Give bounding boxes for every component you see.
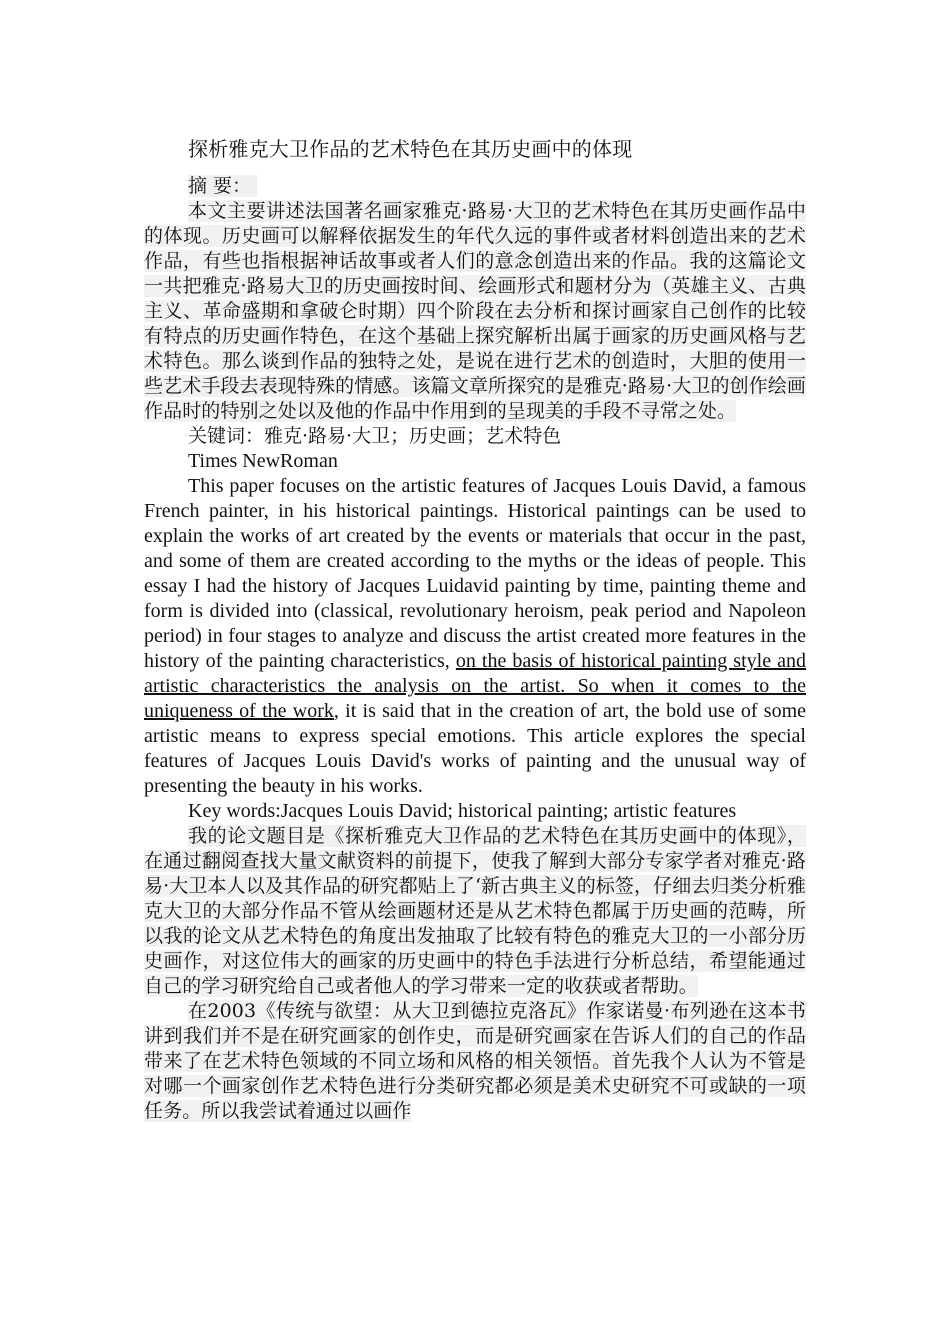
- keywords-en: Key words:Jacques Louis David; historical painting; artistic features: [188, 800, 737, 822]
- abstract-cn: [144, 199, 806, 424]
- abstract-en: [144, 474, 806, 799]
- abstract-label: [144, 174, 806, 199]
- abstract-en-underlined: on the basis of historical painting style and artistic characteristics the analysis on the artist. So when it comes to the uniqueness of the work: [144, 650, 806, 722]
- abstract-en-part1: This paper focuses on the artistic features of Jacques Louis David, a famous French painter, in his historical paintings. Historical paintings can be used to explain the works of art created by the events or materials that occur in the past, and some of them are created according to the myths or the ideas of people. This essay I had the history of Jacques Luidavid painting by time, painting theme and form is divided into (classical, revolutionary heroism, peak period and Napoleon period) in four stages to analyze and discuss the artist created more features in the history of the painting characteristics,: [144, 475, 806, 672]
- body-paragraph-2-text: 在2003《传统与欲望：从大卫到德拉克洛瓦》作家诺曼·布列逊在这本书讲到我们并不是在研究画家的创作史，而是研究画家在告诉人们的自己的作品带来了在艺术特色领域的不同立场和风格的相关领悟。首先我个人认为不管是对哪一个画家创作艺术特色进行分类研究都必须是美术史研究不可或缺的一项任务。所以我尝试着通过以画作: [144, 1000, 806, 1122]
- abstract-en-part2: , it is said that in the creation of art, the bold use of some artistic means to express special emotions. This article explores the special features of Jacques Louis David's works of painting and the unusual way of presenting the beauty in his works.: [144, 700, 806, 797]
- font-label: Times NewRoman: [188, 450, 338, 472]
- abstract-label-text: 摘 要：: [188, 175, 257, 197]
- body-paragraph-2: [144, 999, 806, 1124]
- body-paragraph-1: [144, 824, 806, 999]
- document-title: 探析雅克大卫作品的艺术特色在其历史画中的体现: [188, 137, 633, 161]
- keywords-cn: 关键词：雅克·路易·大卫；历史画；艺术特色: [188, 425, 562, 447]
- document-page: [144, 132, 806, 1124]
- body-paragraph-1-text: 我的论文题目是《探析雅克大卫作品的艺术特色在其历史画中的体现》，在通过翻阅查找大量文献资料的前提下，使我了解到大部分专家学者对雅克·路易·大卫本人以及其作品的研究都贴上了‘新古典主义的标签，仔细去归类分析雅克大卫的大部分作品不管从绘画题材还是从艺术特色都属于历史画的范畴，所以我的论文从艺术特色的角度出发抽取了比较有特色的雅克大卫的一小部分历史画作，对这位伟大的画家的历史画中的特色手法进行分析总结，希望能通过自己的学习研究给自己或者他人的学习带来一定的收获或者帮助。: [144, 825, 806, 997]
- abstract-cn-text: 本文主要讲述法国著名画家雅克·路易·大卫的艺术特色在其历史画作品中的体现。历史画可以解释依据发生的年代久远的事件或者材料创造出来的艺术作品，有些也指根据神话故事或者人们的意念创造出来的作品。我的这篇论文一共把雅克·路易大卫的历史画按时间、绘画形式和题材分为（英雄主义、古典主义、革命盛期和拿破仑时期）四个阶段在去分析和探讨画家自己创作的比较有特点的历史画作特色，在这个基础上探究解析出属于画家的历史画风格与艺术特色。那么谈到作品的独特之处，是说在进行艺术的创造时，大胆的使用一些艺术手段去表现特殊的情感。该篇文章所探究的是雅克·路易·大卫的创作绘画作品时的特别之处以及他的作品中作用到的呈现美的手段不寻常之处。: [144, 200, 806, 422]
